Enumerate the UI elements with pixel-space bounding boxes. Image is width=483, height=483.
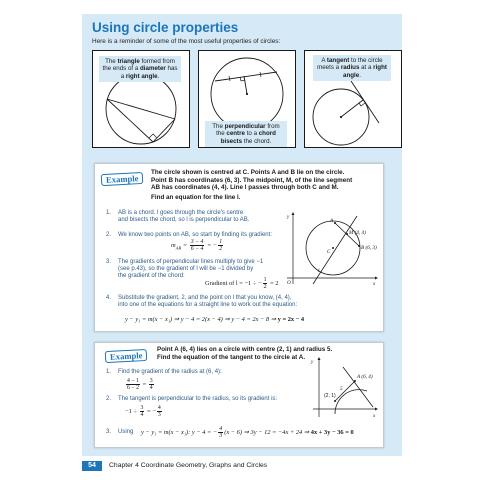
svg-text:5: 5 bbox=[340, 386, 343, 392]
example1-question: The circle shown is centred at C. Points A and B lie on the circle. Point B has coordinates (6, 3). The midpoint, M, of the line segment AB has coordinates (4, 4). Line l passes through both C and M. Find an equation for the line l. bbox=[151, 169, 353, 201]
example-card-1 bbox=[94, 163, 384, 332]
example2-tangent-diagram bbox=[307, 357, 379, 419]
example1-step-3: The gradients of perpendicular lines multiply to give −1 (see p.43), so the gradient of l will be −1 divided by the gradient of the chord: bbox=[118, 259, 264, 280]
page-number: 54 bbox=[82, 461, 102, 471]
property-caption-diameter: The triangle formed from the ends of a diameter has a right angle. bbox=[99, 56, 181, 82]
tangent-gradient-calculation: −1 ÷ $\frac{3}{4}$ = − $\frac{4}{3}$ bbox=[125, 405, 161, 419]
radius-gradient-calculation: $\frac{4 - 1}{6 - 2}$ = $\frac{3}{4}$ bbox=[127, 378, 153, 392]
tangent-equation-working: y − y₁ = m(x − x₁): y − 4 = − $\frac{4}{3}$ (x − 6) ⇒ 3y − 12 = −4x + 24 ⇒ 4x + 3y − 36 = 0 bbox=[141, 426, 354, 440]
svg-text:B (6, 3): B (6, 3) bbox=[361, 245, 377, 251]
step-number: 1. bbox=[106, 210, 112, 216]
svg-text:C: C bbox=[327, 249, 331, 255]
svg-text:x: x bbox=[373, 281, 376, 286]
perpendicular-gradient-calculation: Gradient of l = −1 ÷ − $\frac{1}{2}$ = 2 bbox=[205, 277, 279, 291]
svg-text:(2, 1): (2, 1) bbox=[324, 393, 336, 399]
example1-step-4: Substitute the gradient, 2, and the point on l that you know, (4, 4), into one of the equations for a straight line to work out the equation: bbox=[118, 295, 298, 309]
svg-text:A: A bbox=[330, 218, 334, 224]
svg-text:y: y bbox=[311, 359, 314, 365]
example2-step-3: Using bbox=[118, 429, 134, 435]
property-box-diameter-triangle bbox=[92, 50, 190, 148]
example2-step-2: The tangent is perpendicular to the radius, so its gradient is: bbox=[118, 396, 278, 402]
step-number: 2. bbox=[106, 396, 112, 402]
svg-text:x: x bbox=[373, 413, 376, 419]
property-box-perpendicular-chord bbox=[198, 50, 296, 148]
chapter-footer: Chapter 4 Coordinate Geometry, Graphs and Circles bbox=[109, 462, 268, 469]
svg-text:l: l bbox=[318, 268, 320, 274]
gradient-ab-calculation: $m_{AB}$ = $\frac{3 - 4}{6 - 4}$ = − $\frac{1}{2}$ bbox=[171, 239, 223, 253]
section-intro: Here is a reminder of some of the most useful properties of circles: bbox=[92, 38, 281, 45]
property-box-tangent-radius bbox=[304, 50, 402, 148]
step-number: 1. bbox=[106, 369, 112, 375]
property-caption-tangent: A tangent to the circle meets a radius at a right angle. bbox=[313, 55, 391, 81]
example2-question: Point A (6, 4) lies on a circle with centre (2, 1) and radius 5. Find the equation of the tangent to the circle at A. bbox=[157, 346, 333, 361]
example2-step-1: Find the gradient of the radius at (6, 4): bbox=[118, 369, 222, 375]
property-caption-chord: The perpendicular from the centre to a chord bisects the chord. bbox=[205, 121, 287, 147]
example1-step-1: AB is a chord. l goes through the circle's centre and bisects the chord, so l is perpendicular to AB. bbox=[118, 210, 250, 224]
svg-text:A (6, 4): A (6, 4) bbox=[357, 374, 373, 380]
section-title: Using circle properties bbox=[92, 20, 239, 35]
step-number: 4. bbox=[106, 295, 112, 301]
svg-text:O: O bbox=[287, 280, 291, 286]
step-number: 2. bbox=[106, 232, 112, 238]
example-badge: Example bbox=[101, 172, 144, 186]
svg-text:M (4, 4): M (4, 4) bbox=[349, 230, 366, 236]
step-number: 3. bbox=[106, 429, 112, 435]
line-equation-working: y − y₁ = m(x − x₁) ⇒ y − 4 = 2(x − 4) ⇒ y − 4 = 2x − 8 ⇒ y = 2x − 4 bbox=[125, 316, 305, 323]
step-number: 3. bbox=[106, 259, 112, 265]
example-badge: Example bbox=[105, 349, 148, 363]
example1-circle-diagram bbox=[283, 212, 379, 286]
example1-step-2: We know two points on AB, so start by finding its gradient: bbox=[118, 232, 272, 238]
svg-text:y: y bbox=[287, 214, 290, 220]
example-card-2 bbox=[94, 342, 384, 448]
